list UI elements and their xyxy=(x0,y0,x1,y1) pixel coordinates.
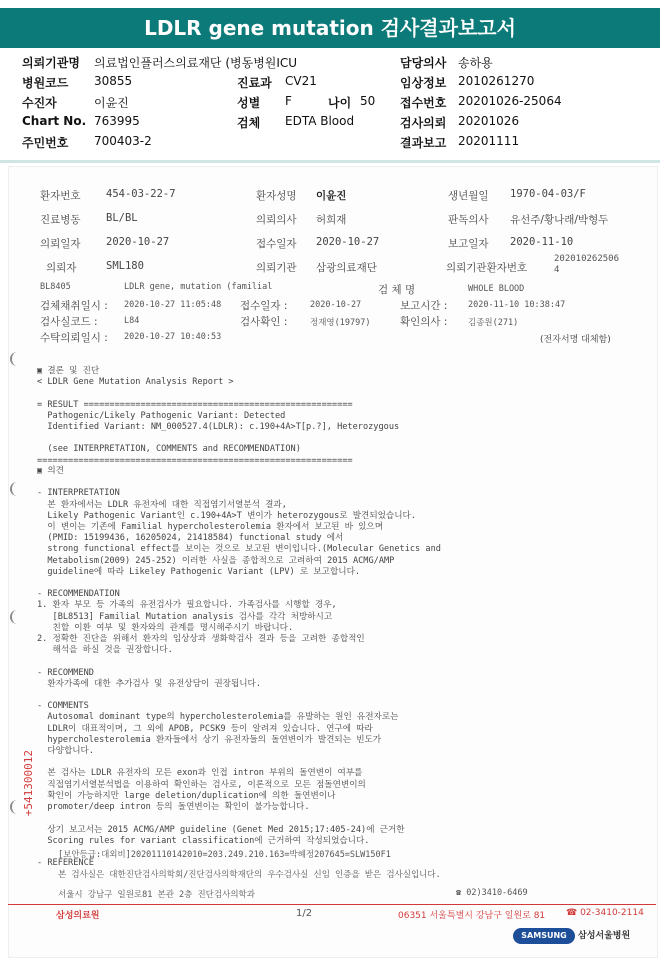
meta1-test: LDLR gene, mutation (familial xyxy=(124,282,273,292)
footer-divider xyxy=(8,904,656,905)
meta4-key1: 수탁의뢰일시 : xyxy=(40,332,108,344)
row3-val2: 2020-10-27 xyxy=(316,236,380,248)
binder-hole xyxy=(10,352,20,366)
meta3-key3: 확인의사 : xyxy=(400,316,448,328)
institution-value: 의료법인플러스의료재단 (병동병원ICU xyxy=(94,56,298,70)
chart-value: 763995 xyxy=(94,114,140,128)
meta3-val3: 김종원(271) xyxy=(468,318,519,328)
meta2-val3: 2020-11-10 10:38:47 xyxy=(468,300,566,310)
sex-label: 성별 xyxy=(237,96,261,110)
row3-key2: 접수일자 xyxy=(256,238,297,250)
row3-val3: 2020-11-10 xyxy=(510,236,574,248)
row4-key3: 의뢰기관환자번호 xyxy=(446,262,528,274)
footer-hospital: 삼성의료원 xyxy=(56,911,100,921)
patient-label: 수진자 xyxy=(22,96,57,110)
row1-key2: 환자성명 xyxy=(256,190,297,202)
lab-phone: ☎ 02)3410-6469 xyxy=(456,888,528,898)
report-title: LDLR gene mutation 검사결과보고서 xyxy=(0,8,660,48)
row4-val1: SML180 xyxy=(106,260,144,272)
row1-val3: 1970-04-03/F xyxy=(510,188,586,200)
patient-header xyxy=(0,54,660,154)
id-label: 주민번호 xyxy=(22,136,69,150)
request-value: 20201026 xyxy=(458,114,520,128)
header-divider xyxy=(0,160,660,163)
row4-val3a: 202010262506 xyxy=(554,254,620,264)
electronic-sign-note: (전자서명 대체함) xyxy=(540,335,611,345)
row4-val3b: 4 xyxy=(554,265,560,275)
row3-key1: 의뢰일자 xyxy=(40,238,81,250)
footer-address: 06351 서울특별시 강남구 일원로 81 xyxy=(398,911,546,921)
specimen-label: 검체 xyxy=(237,116,261,130)
binder-hole xyxy=(10,800,20,814)
footer-center: 삼성서울병원 xyxy=(578,931,631,941)
hospital-code-value: 30855 xyxy=(94,74,133,88)
id-value: 700403-2 xyxy=(94,134,152,148)
row4-val2: 삼광의료재단 xyxy=(316,262,377,274)
meta3-key1: 검사실코드 : xyxy=(40,316,98,328)
chart-label: Chart No. xyxy=(22,114,87,128)
meta2-val1: 2020-10-27 11:05:48 xyxy=(124,300,222,310)
meta2-key2: 접수일자 : xyxy=(240,300,288,312)
doctor-label: 담당의사 xyxy=(400,56,447,70)
meta2-key1: 검체채취일시 : xyxy=(40,300,108,312)
row2-key1: 진료병동 xyxy=(40,214,81,226)
row1-val2: 이윤진 xyxy=(316,190,347,202)
report-value: 20201111 xyxy=(458,134,520,148)
row4-key1: 의뢰자 xyxy=(46,262,77,274)
dept-label: 진료과 xyxy=(237,76,272,90)
institution-label: 의뢰기관명 xyxy=(22,56,80,70)
meta3-val2: 정재영(19797) xyxy=(310,318,371,328)
row1-key1: 환자번호 xyxy=(40,190,81,202)
footer-phone: ☎ 02-3410-2114 xyxy=(566,908,644,918)
row2-key2: 의뢰의사 xyxy=(256,214,297,226)
age-label: 나이 xyxy=(328,96,352,110)
meta1-specimen: WHOLE BLOOD xyxy=(468,284,525,294)
sex-value: F xyxy=(285,94,292,108)
patient-value: 이윤진 xyxy=(94,96,129,110)
row2-val3: 유선주/황나래/박형두 xyxy=(510,214,609,226)
binder-hole xyxy=(10,610,20,624)
specimen-value: EDTA Blood xyxy=(285,114,355,128)
meta2-key3: 보고시간 : xyxy=(400,300,448,312)
meta3-key2: 검사확인 : xyxy=(240,316,288,328)
doctor-value: 송하용 xyxy=(458,56,493,70)
serial-number: +541300012 xyxy=(22,750,35,817)
row2-val2: 허희재 xyxy=(316,214,347,226)
samsung-logo: SAMSUNG xyxy=(513,928,575,944)
meta2-val2: 2020-10-27 xyxy=(310,300,362,310)
row2-val1: BL/BL xyxy=(106,212,138,224)
receipt-label: 접수번호 xyxy=(400,96,447,110)
row3-key3: 보고일자 xyxy=(448,238,489,250)
lab-address: 서울시 강남구 일원로81 본관 2층 진단검사의학과 xyxy=(58,890,255,900)
meta3-val1: L84 xyxy=(124,316,140,326)
clinical-label: 임상정보 xyxy=(400,76,447,90)
row1-val1: 454-03-22-7 xyxy=(106,188,176,200)
meta4-val1: 2020-10-27 10:40:53 xyxy=(124,332,222,342)
report-label: 결과보고 xyxy=(400,136,447,150)
certification-note: 본 검사실은 대한진단검사의학회/진단검사의학재단의 우수검사실 신임 인증을 받은 검사실입니다. xyxy=(58,870,441,880)
row1-key3: 생년월일 xyxy=(448,190,489,202)
row3-val1: 2020-10-27 xyxy=(106,236,170,248)
request-label: 검사의뢰 xyxy=(400,116,447,130)
security-line: [보안등급:대외비]20201110142010=203.249.210.163=박혜정207645=SLW150F1 xyxy=(58,850,391,860)
meta1-code: BL8405 xyxy=(40,282,71,292)
hospital-code-label: 병원코드 xyxy=(22,76,69,90)
dept-value: CV21 xyxy=(285,74,317,88)
clinical-value: 2010261270 xyxy=(458,74,535,88)
opinion-section: ▣ 의견 - INTERPRETATION 본 환자에서는 LDLR 유전자에 대한 직접염기서열분석 결과, Likely Pathogenic Variant인 c.190+4A>T 변이가 heterozygous로 발견되었습니다. 이 변이는 기존에 Familial hypercholesterolemia 환자에서 보고된 바 있으며 (PMID: 15199436, 16205024, 21418584) functional study 에서 strong functional effect를 보이는 것으로 보고된 변이입니다.(Molecular Genetics and Metabolism(2009) 245-252) 이러한 사실을 종합적으로 고려하여 2015 ACMG/AMP guideline에 따라 Likeley Pathogenic Variant (LPV) 로 보고합니다. - RECOMMENDATION 1. 환자 부모 등 가족의 유전검사가 필요합니다. 가족검사를 시행할 경우, [BL8513] Familial Mutation analysis 검사를 각각 처방하시고 친할 이환 여부 및 환자와의 관계를 명시해주시기 바랍니다. 2. 정확한 진단을 위해서 환자의 임상상과 생화학검사 결과 등을 고려한 종합적인 해석을 하실 것을 권장합니다. - RECOMMEND 환자가족에 대한 추가검사 및 유전상담이 권장됩니다. - COMMENTS Autosomal dominant type의 hypercholesterolemia를 유발하는 원인 유전자로는 LDLR이 대표적이며, 그 외에 APOB, PCSK9 등이 알려져 있습니다. 연구에 따라 hypercholesterolemia 환자들에서 상기 유전자들의 돌연변이가 발견되는 빈도가 다양합니다. 본 검사는 LDLR 유전자의 모든 exon과 인접 intron 부위의 돌연변이 여부를 직접염기서열분석법을 이용하여 확인하는 검사로, 이론적으로 모든 점돌연변이의 확인이 가능하지만 large deletion/duplication에 의한 돌연변이나 promoter/deep intron 등의 돌연변이는 확인이 불가능합니다. 상기 보고서는 2015 ACMG/AMP guideline (Genet Med 2015;17:405-24)에 근거한 Scoring rules for variant classification에 근거하여 작성되었습니다. - REFERENCE xyxy=(37,466,441,869)
binder-hole xyxy=(10,482,20,496)
age-value: 50 xyxy=(360,94,376,108)
result-section: ▣ 결론 및 진단 < LDLR Gene Mutation Analysis Report > = RESULT ==================================================== Pathogenic/Likely Pathogenic Variant: Detected Identified Variant: NM_000527.4(LDLR): c.190+4A>T[p.?], Heterozygous (see INTERPRETATION, COMMENTS and RECOMMENDATION) ============================================================= xyxy=(37,366,400,466)
receipt-value: 20201026-25064 xyxy=(458,94,562,108)
page-number: 1/2 xyxy=(296,908,313,919)
meta1-specimen-label: 검 체 명 xyxy=(378,284,416,296)
row2-key3: 판독의사 xyxy=(448,214,489,226)
row4-key2: 의뢰기관 xyxy=(256,262,297,274)
